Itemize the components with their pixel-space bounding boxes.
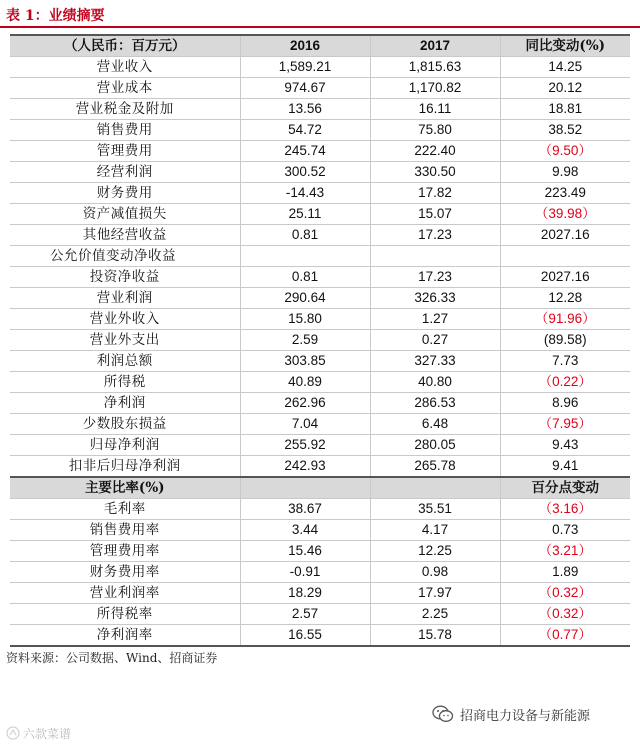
- value-2016: 13.56: [240, 99, 370, 120]
- value-2016: 0.81: [240, 225, 370, 246]
- watermark-text: 六款菜谱: [23, 726, 72, 741]
- value-2016: 242.93: [240, 456, 370, 478]
- value-2017: 286.53: [370, 393, 500, 414]
- row-label: 营业成本: [10, 78, 240, 99]
- table-row: [10, 372, 630, 393]
- value-change: 12.28: [500, 288, 630, 309]
- table-row: [10, 435, 630, 456]
- row-label: 扣非后归母净利润: [10, 456, 240, 478]
- wechat-account-name: 招商电力设备与新能源: [460, 708, 591, 724]
- value-2016: 303.85: [240, 351, 370, 372]
- value-change: （0.22）: [500, 372, 630, 393]
- value-2016: 0.81: [240, 267, 370, 288]
- value-2017: 280.05: [370, 435, 500, 456]
- row-label: 毛利率: [10, 499, 240, 520]
- value-change: 223.49: [500, 183, 630, 204]
- row-label: 财务费用率: [10, 562, 240, 583]
- table-row: [10, 499, 630, 520]
- value-2017: 330.50: [370, 162, 500, 183]
- table-row: [10, 204, 630, 225]
- table-row: [10, 120, 630, 141]
- ratio-header-empty: [370, 477, 500, 499]
- value-2016: 2.57: [240, 604, 370, 625]
- row-label: 所得税: [10, 372, 240, 393]
- table-row: [10, 520, 630, 541]
- value-change: （39.98）: [500, 204, 630, 225]
- value-2017: 327.33: [370, 351, 500, 372]
- watermark-logo-icon: [6, 726, 20, 740]
- ratio-header-empty: [240, 477, 370, 499]
- value-change: 2027.16: [500, 225, 630, 246]
- value-2016: [240, 246, 370, 267]
- value-2016: 300.52: [240, 162, 370, 183]
- table-row: [10, 414, 630, 435]
- value-2017: 17.23: [370, 267, 500, 288]
- value-change: [500, 246, 630, 267]
- value-2016: 3.44: [240, 520, 370, 541]
- row-label: 投资净收益: [10, 267, 240, 288]
- value-2017: [370, 246, 500, 267]
- ratio-header-change: 百分点变动: [500, 477, 630, 499]
- value-2017: 15.07: [370, 204, 500, 225]
- value-2017: 0.27: [370, 330, 500, 351]
- table-row: [10, 625, 630, 647]
- value-2016: 245.74: [240, 141, 370, 162]
- value-2016: 40.89: [240, 372, 370, 393]
- value-change: 9.41: [500, 456, 630, 478]
- summary-table: [10, 34, 630, 647]
- value-change: 14.25: [500, 57, 630, 78]
- value-change: （3.21）: [500, 541, 630, 562]
- value-change: 9.98: [500, 162, 630, 183]
- value-change: 7.73: [500, 351, 630, 372]
- value-2017: 17.82: [370, 183, 500, 204]
- row-label: 净利润: [10, 393, 240, 414]
- header-unit-label: （人民币：百万元）: [10, 35, 240, 57]
- wechat-account: [432, 704, 590, 724]
- value-change: 0.73: [500, 520, 630, 541]
- value-2017: 16.11: [370, 99, 500, 120]
- value-change: 2027.16: [500, 267, 630, 288]
- table-row: [10, 141, 630, 162]
- ratio-header-label: 主要比率(%): [10, 477, 240, 499]
- table-row: [10, 183, 630, 204]
- value-2017: 265.78: [370, 456, 500, 478]
- watermark: [6, 723, 71, 743]
- table-row: [10, 351, 630, 372]
- value-2017: 0.98: [370, 562, 500, 583]
- table-row: [10, 562, 630, 583]
- table-header-row: [10, 35, 630, 57]
- header-year-2016: 2016: [240, 35, 370, 57]
- value-2016: 1,589.21: [240, 57, 370, 78]
- value-change: （9.50）: [500, 141, 630, 162]
- row-label: 销售费用: [10, 120, 240, 141]
- value-2017: 326.33: [370, 288, 500, 309]
- value-change: （91.96）: [500, 309, 630, 330]
- row-label: 营业利润: [10, 288, 240, 309]
- row-label: 营业利润率: [10, 583, 240, 604]
- value-2016: 25.11: [240, 204, 370, 225]
- value-2016: 2.59: [240, 330, 370, 351]
- value-2017: 222.40: [370, 141, 500, 162]
- row-label: 利润总额: [10, 351, 240, 372]
- table-row: [10, 541, 630, 562]
- value-change: （3.16）: [500, 499, 630, 520]
- value-2017: 2.25: [370, 604, 500, 625]
- value-change: 9.43: [500, 435, 630, 456]
- value-2017: 1,170.82: [370, 78, 500, 99]
- table-row: [10, 583, 630, 604]
- value-2017: 12.25: [370, 541, 500, 562]
- row-label: 营业收入: [10, 57, 240, 78]
- value-change: （0.77）: [500, 625, 630, 647]
- table-row: [10, 393, 630, 414]
- row-label: 少数股东损益: [10, 414, 240, 435]
- value-2017: 1,815.63: [370, 57, 500, 78]
- row-label: 经营利润: [10, 162, 240, 183]
- table-row: [10, 225, 630, 246]
- value-2016: -14.43: [240, 183, 370, 204]
- table-row: [10, 604, 630, 625]
- row-label: 财务费用: [10, 183, 240, 204]
- ratio-header-row: [10, 477, 630, 499]
- value-2016: 7.04: [240, 414, 370, 435]
- value-2016: 18.29: [240, 583, 370, 604]
- row-label: 其他经营收益: [10, 225, 240, 246]
- value-2017: 17.97: [370, 583, 500, 604]
- row-label: 公允价值变动净收益: [10, 246, 240, 267]
- value-2016: 15.46: [240, 541, 370, 562]
- wechat-icon: [432, 705, 454, 723]
- table-title: 表 1：业绩摘要: [6, 8, 105, 24]
- row-label: 资产减值损失: [10, 204, 240, 225]
- value-2017: 35.51: [370, 499, 500, 520]
- value-change: (89.58): [500, 330, 630, 351]
- value-2017: 17.23: [370, 225, 500, 246]
- value-change: 38.52: [500, 120, 630, 141]
- table-row: [10, 246, 630, 267]
- row-label: 管理费用率: [10, 541, 240, 562]
- row-label: 归母净利润: [10, 435, 240, 456]
- value-2017: 15.78: [370, 625, 500, 647]
- value-change: 20.12: [500, 78, 630, 99]
- value-2016: 290.64: [240, 288, 370, 309]
- row-label: 管理费用: [10, 141, 240, 162]
- value-change: 8.96: [500, 393, 630, 414]
- value-2016: 16.55: [240, 625, 370, 647]
- value-change: 1.89: [500, 562, 630, 583]
- value-2017: 75.80: [370, 120, 500, 141]
- value-2016: 255.92: [240, 435, 370, 456]
- value-change: （0.32）: [500, 604, 630, 625]
- value-2016: -0.91: [240, 562, 370, 583]
- row-label: 营业税金及附加: [10, 99, 240, 120]
- row-label: 营业外支出: [10, 330, 240, 351]
- table-row: [10, 57, 630, 78]
- table-row: [10, 162, 630, 183]
- row-label: 所得税率: [10, 604, 240, 625]
- row-label: 销售费用率: [10, 520, 240, 541]
- value-2017: 1.27: [370, 309, 500, 330]
- table-row: [10, 288, 630, 309]
- header-change: 同比变动(%): [500, 35, 630, 57]
- title-bar: [0, 0, 640, 28]
- value-2016: 54.72: [240, 120, 370, 141]
- value-2017: 6.48: [370, 414, 500, 435]
- value-change: （0.32）: [500, 583, 630, 604]
- value-2016: 15.80: [240, 309, 370, 330]
- table-row: [10, 99, 630, 120]
- value-change: 18.81: [500, 99, 630, 120]
- value-2017: 40.80: [370, 372, 500, 393]
- value-2016: 974.67: [240, 78, 370, 99]
- table-row: [10, 456, 630, 478]
- row-label: 净利润率: [10, 625, 240, 647]
- row-label: 营业外收入: [10, 309, 240, 330]
- table-row: [10, 330, 630, 351]
- value-2017: 4.17: [370, 520, 500, 541]
- table-row: [10, 78, 630, 99]
- value-2016: 38.67: [240, 499, 370, 520]
- value-2016: 262.96: [240, 393, 370, 414]
- source-note: 资料来源：公司数据、Wind、招商证券: [6, 651, 218, 665]
- table-row: [10, 267, 630, 288]
- header-year-2017: 2017: [370, 35, 500, 57]
- table-row: [10, 309, 630, 330]
- value-change: （7.95）: [500, 414, 630, 435]
